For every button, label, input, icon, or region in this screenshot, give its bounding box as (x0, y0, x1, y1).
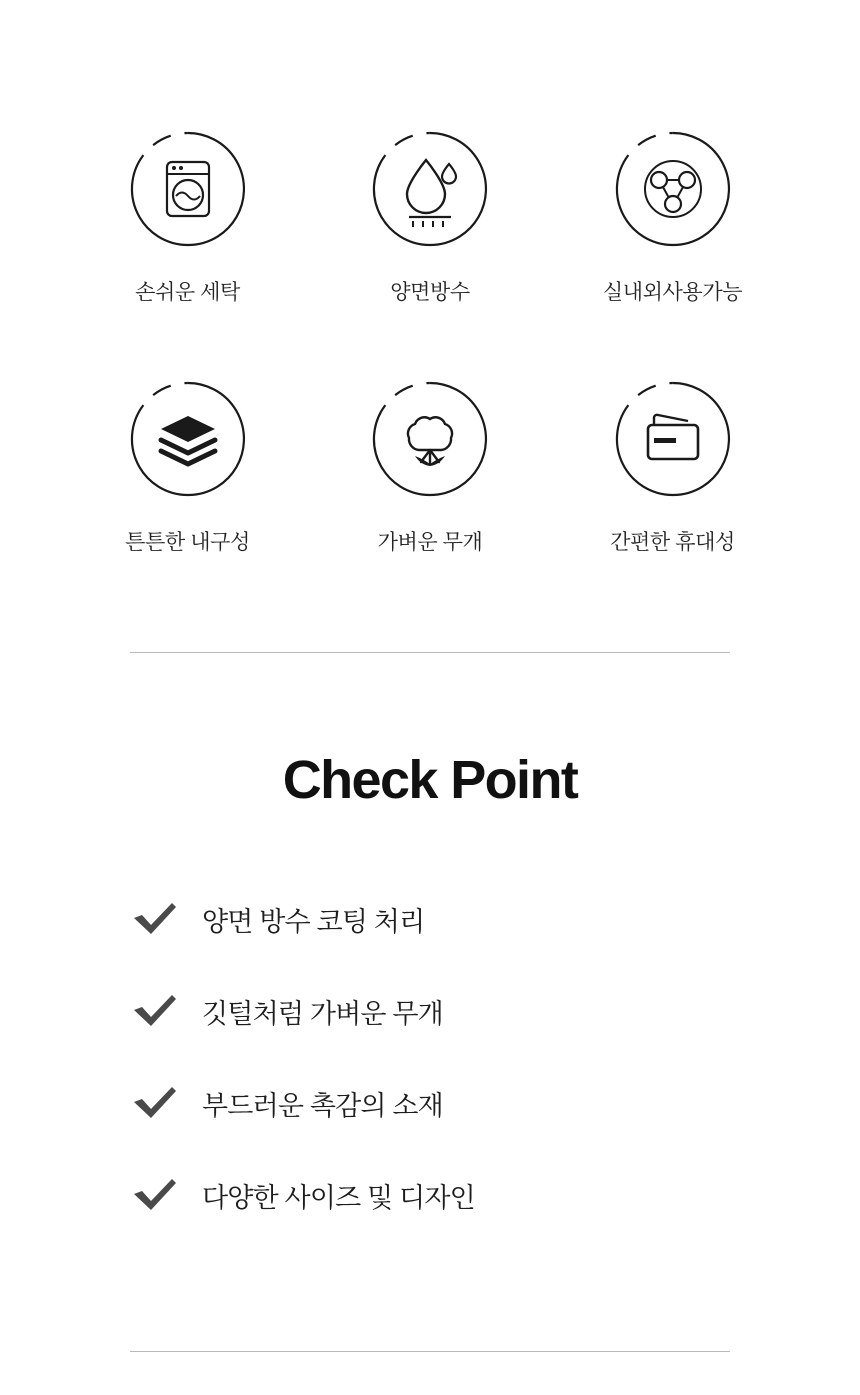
feature-label: 튼튼한 내구성 (125, 531, 250, 554)
list-item-label: 부드러운 촉감의 소재 (202, 1090, 443, 1121)
feature-lightweight (323, 380, 538, 556)
feature-label: 가벼운 무개 (377, 531, 483, 554)
feature-durability (80, 380, 295, 556)
feature-row-2 (80, 380, 780, 556)
list-item (130, 1057, 730, 1149)
list-item (130, 873, 730, 965)
list-item (130, 965, 730, 1057)
checkpoint-list (130, 873, 730, 1241)
washing-machine-icon (129, 130, 247, 248)
section-divider-bottom (130, 1351, 730, 1352)
indoor-outdoor-icon (614, 130, 732, 248)
water-drop-icon (371, 130, 489, 248)
list-item-label: 양면 방수 코팅 처리 (202, 906, 425, 937)
feature-label: 손쉬운 세탁 (135, 281, 240, 304)
list-item (130, 1149, 730, 1241)
layers-icon (129, 380, 247, 498)
check-mark-icon (130, 993, 190, 1029)
list-item-label: 다양한 사이즈 및 디자인 (202, 1182, 475, 1213)
check-mark-icon (130, 1085, 190, 1121)
feature-label: 간편한 휴대성 (610, 531, 735, 554)
section-divider-top (130, 652, 730, 653)
check-mark-icon (130, 901, 190, 937)
feature-portability (565, 380, 780, 556)
cotton-flower-icon (371, 380, 489, 498)
feature-easy-wash (80, 130, 295, 306)
feature-label: 양면방수 (390, 281, 470, 304)
feature-waterproof (323, 130, 538, 306)
checkpoint-title: Check Point (282, 750, 578, 810)
list-item-label: 깃털처럼 가벼운 무개 (202, 998, 443, 1029)
check-mark-icon (130, 1177, 190, 1213)
feature-row-1 (80, 130, 780, 306)
wallet-icon (614, 380, 732, 498)
feature-grid (80, 0, 780, 556)
feature-label: 실내외사용가능 (602, 281, 743, 304)
feature-indoor-outdoor (565, 130, 780, 306)
